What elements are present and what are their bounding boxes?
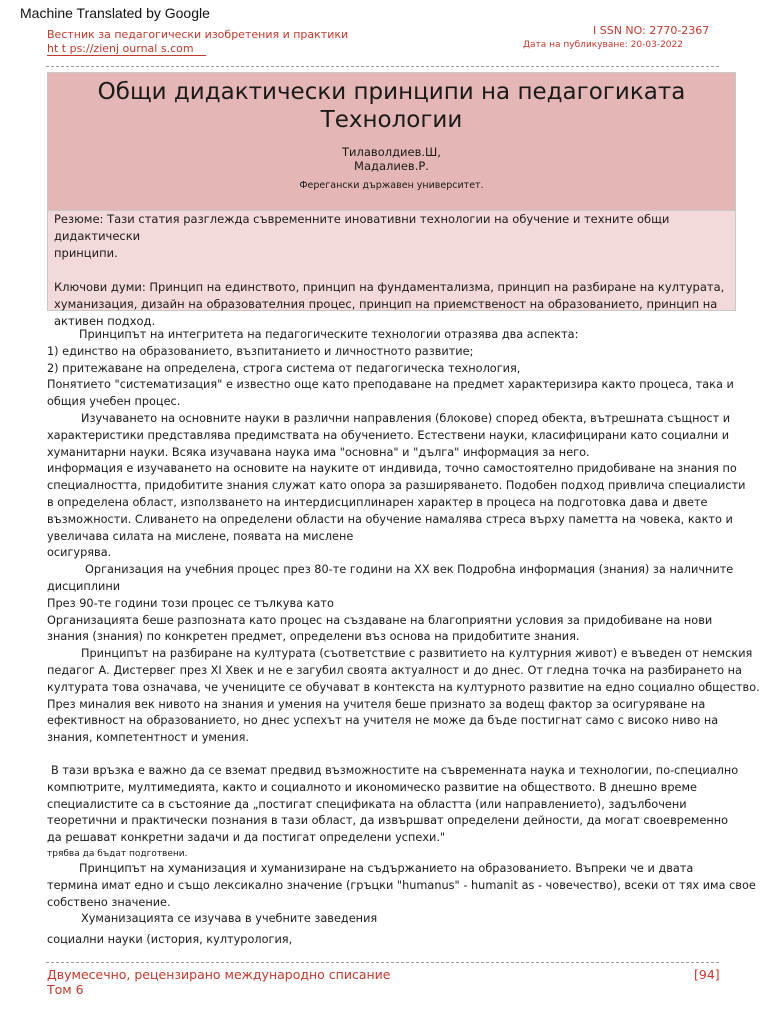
body-line: да решават конкретни задачи и да постигат определени успехи." (47, 831, 446, 845)
body-line: характеристики представлява предимствата на обучението. Естествени науки, класифицирани като социални и (47, 428, 730, 442)
body-line: знания, компетентност и умения. (47, 731, 249, 745)
body-line: социални науки (история, културология, (47, 933, 293, 947)
footer-journal-type: Двумесечно, рецензирано международно списание (47, 967, 391, 982)
article-body (47, 327, 760, 949)
publication-date: Дата на публикуване: 20-03-2022 (523, 40, 683, 50)
paragraph-gap (47, 747, 747, 763)
body-line: През 90-те години този процес се тълкува като (47, 596, 334, 610)
body-line: педагог А. Дистервег през ХІ Хвек и не е загубил своята актуалност и до днес. От гледна точка на разбирането на (47, 663, 742, 677)
body-line: хуманитарни науки. Всяка изучавана наука има "основна" и "дълга" информация за него. (47, 445, 590, 459)
body-line: 1) единство на образованието, възпитанието и личностното развитие; (47, 344, 474, 358)
body-line: Принципът на хуманизация и хуманизиране на съдържанието на образованието. Въпреки че и двата (79, 861, 694, 875)
affiliation: Ферегански държавен университет. (299, 180, 484, 191)
title-line-1: Общи дидактически принципи на педагогиката (97, 79, 686, 105)
body-line: Принципът на интегритета на педагогическите технологии отразява два аспекта: (79, 328, 579, 341)
body-line: ефективност на образованието, но днес успехът на учителя не може да бъде постигнат само с високо ниво на (47, 714, 719, 728)
author-1: Тилаволдиев.Ш, (342, 145, 441, 159)
body-line: собствено значение. (47, 895, 171, 909)
body-line: знания (знания) по конкретен предмет, определени въз основа на придобитите знания. (47, 630, 580, 644)
body-line: термина имат едно и също лексикално значение (гръцки "humanus" - humanit as - човечество), всеки от тях има свое (47, 878, 756, 892)
keywords-line: активен подход. (54, 314, 156, 328)
body-line: дисциплини (47, 579, 121, 593)
footer-divider (46, 962, 719, 963)
body-line: специалистите са в състояние да „постигат спецификата на областта (или направлението), задълбочени (47, 797, 687, 811)
footer-journal-info (47, 967, 390, 997)
journal-name: Вестник за педагогически изобретения и практики (47, 28, 349, 41)
body-line: в определена област, използването на интердисциплинарен характер в процеса на подготовка дава и двете (47, 495, 708, 509)
abstract-block (47, 210, 736, 328)
footer-volume: Том 6 (47, 982, 84, 997)
header-divider (46, 66, 719, 67)
body-line: възможности. Сливането на определени области на обучение намалява стреса върху паметта на човека, както и (47, 512, 733, 526)
abstract-line: Резюме: Тази статия разглежда съвременните иновативни технологии на обучение и техните общи дидактически (54, 212, 670, 243)
body-line: Понятието "систематизация" е известно още като преподаване на предмет характеризира както процеса, така и (47, 378, 734, 392)
journal-url-text[interactable]: ht t ps://zienj ournal s.com (47, 42, 206, 56)
body-line: 2) притежаване на определена, строга система от педагогическа технология, (47, 361, 521, 375)
author-2: Мадалиев.Р. (354, 159, 429, 173)
body-line: Организацията беше разпозната като процес на създаване на благоприятни условия за придобиване на нови (47, 613, 713, 627)
journal-url-link[interactable] (47, 41, 206, 56)
body-line: специалността, придобитите знания служат като опора за разширяването. Подобен подход привлича специалисти (47, 479, 746, 493)
page-number: [94] (694, 967, 720, 982)
keywords-line: Ключови думи: Принцип на единството, принцип на фундаментализма, принцип на разбиране на културата, (54, 280, 725, 294)
abstract-line: принципи. (54, 246, 118, 260)
body-line: общия учебен процес. (47, 395, 181, 409)
body-line: трябва да бъдат подготвени. (47, 848, 188, 859)
body-line: Изучаването на основните науки в различни направления (блокове) според обекта, вътрешната същност и (81, 411, 731, 425)
body-line: През миналия век нивото на знания и умения на учителя беше признато за водещ фактор за осигуряване на (47, 697, 706, 711)
title-block (47, 72, 736, 210)
body-line: осигурява. (47, 546, 112, 560)
keywords-line: хуманизация, дизайн на образователния процес, принцип на приемственост на образованието, принцип на (54, 297, 718, 311)
body-line: увеличава силата на мислене, появата на мислене (47, 529, 354, 543)
article-title (48, 78, 735, 134)
authors (48, 145, 735, 173)
body-line: теоретични и практически познания в тази област, да извършват определени дейности, да могат своевременно (47, 814, 729, 828)
body-line: В тази връзка е важно да се вземат предвид възможностите на съвременната наука и технологии, по-специално (51, 763, 739, 777)
body-line: културата това означава, че учениците се обучават в контекста на културното развитие на едно социално общество. (47, 680, 760, 694)
machine-translated-banner: Machine Translated by Google (20, 5, 210, 21)
body-line: Хуманизацията се изучава в учебните заведения (81, 912, 378, 926)
body-line: Принципът на разбиране на културата (съответствие с развитието на културния живот) е въведен от немския (81, 647, 753, 661)
issn-number: I SSN NO: 2770-2367 (593, 24, 710, 37)
title-line-2: Технологии (320, 107, 463, 133)
body-line: Организация на учебния процес през 80-те години на XX век Подробна информация (знания) за наличните (85, 563, 734, 577)
body-line: компютрите, мултимедията, както и социалното и икономическо развитие на обществото. В днешно време (47, 780, 697, 794)
body-line: информация е изучаването на основите на науките от индивида, точно самостоятелно придобиване на знания по (47, 462, 737, 476)
